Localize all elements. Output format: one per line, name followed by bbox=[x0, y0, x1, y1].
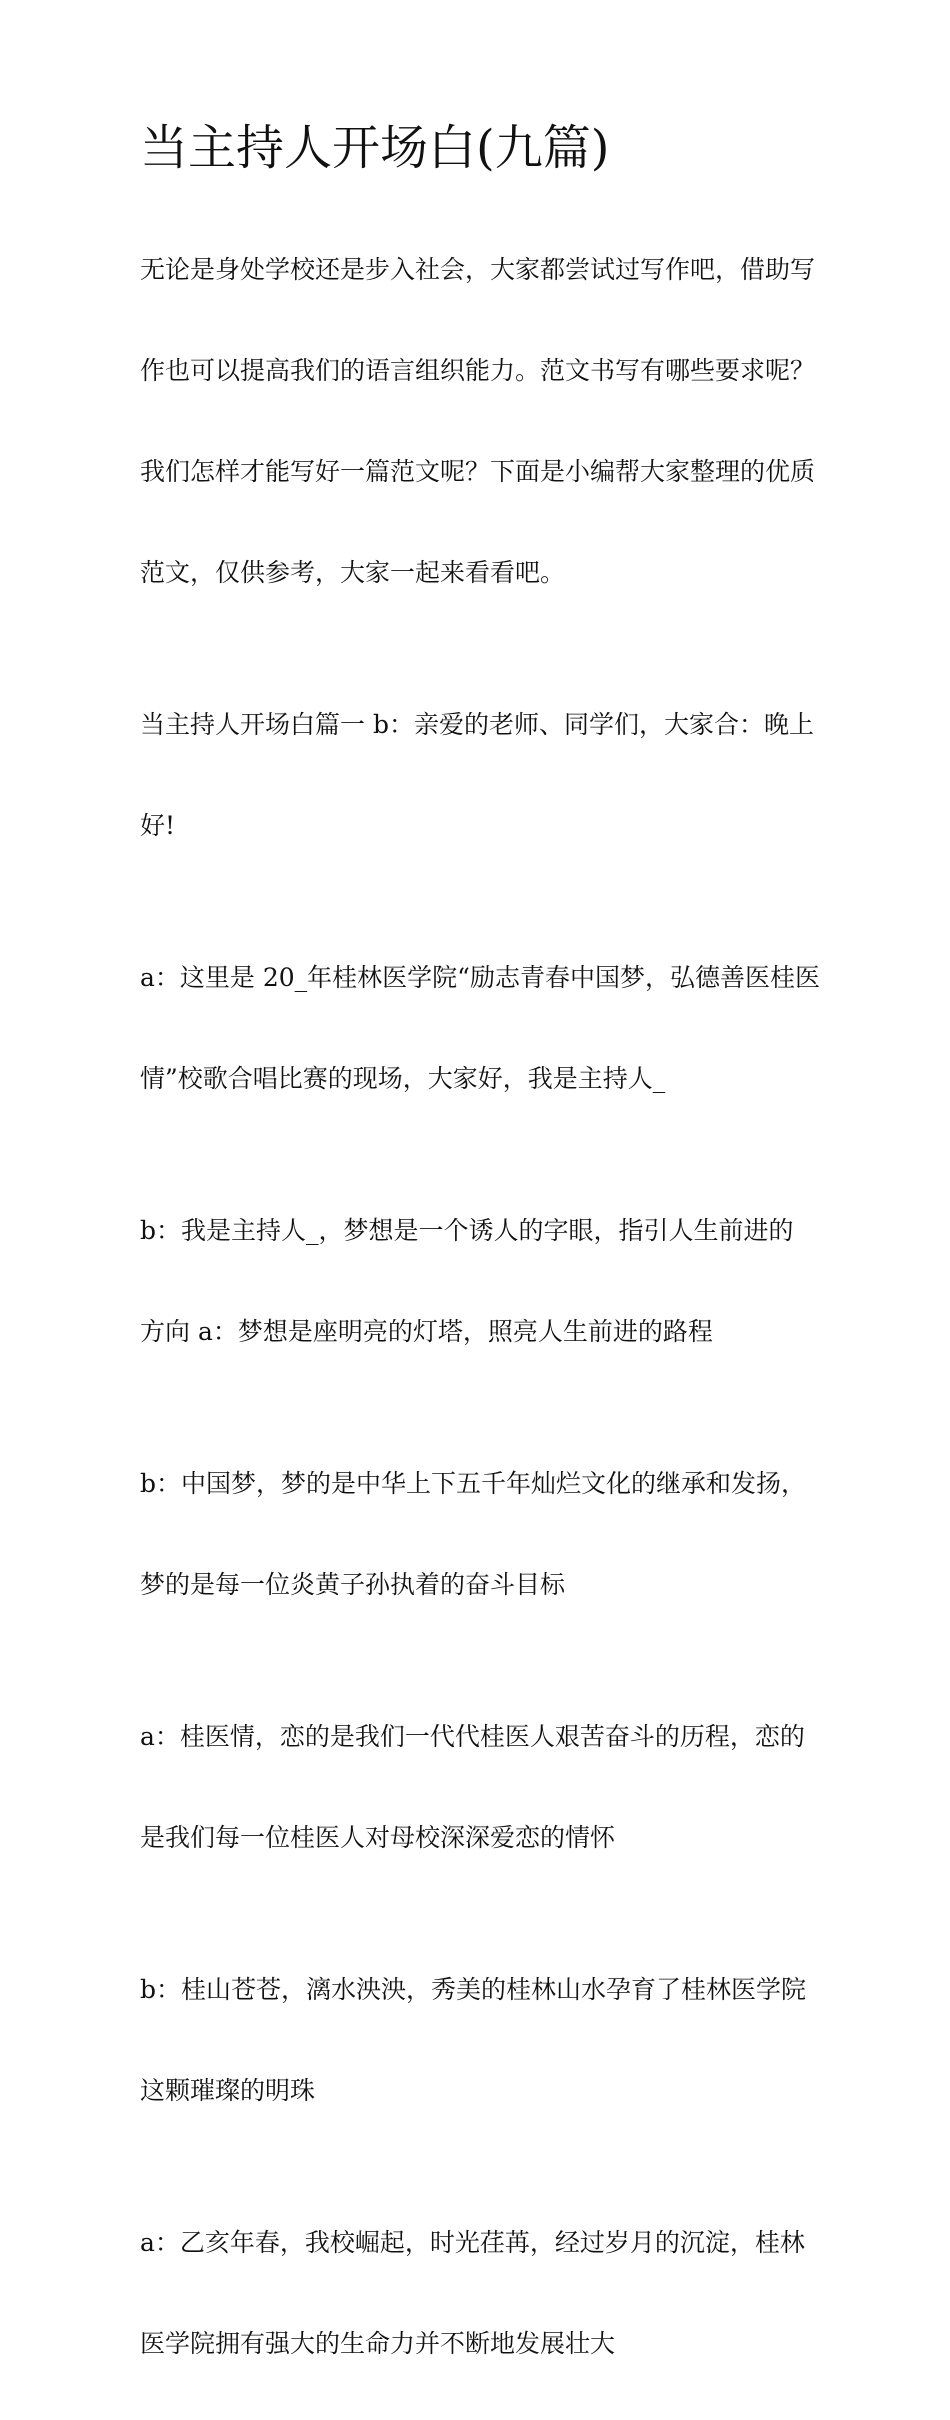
paragraph-line: a：桂医情，恋的是我们一代代桂医人艰苦奋斗的历程，恋的 bbox=[140, 1721, 805, 1751]
paragraph-host-b-1 bbox=[140, 1155, 812, 1408]
paragraph-host-a-2 bbox=[140, 1661, 812, 1914]
paragraph-opening-1 bbox=[140, 649, 812, 902]
document-body bbox=[140, 112, 820, 2420]
paragraph-line: 方向 a：梦想是座明亮的灯塔，照亮人生前进的路程 bbox=[140, 1317, 713, 1347]
paragraph-line: 无论是身处学校还是步入社会，大家都尝试过写作吧，借助写 bbox=[140, 254, 816, 284]
paragraph-line: 情”校歌合唱比赛的现场，大家好，我是主持人_ bbox=[140, 1064, 666, 1094]
paragraph-host-b-2 bbox=[140, 1408, 812, 1661]
document-title: 当主持人开场白(九篇) bbox=[140, 120, 610, 176]
paragraph-line: 作也可以提高我们的语言组织能力。范文书写有哪些要求呢？ bbox=[140, 355, 816, 385]
paragraph-line: 当主持人开场白篇一 b：亲爱的老师、同学们，大家合：晚上 bbox=[140, 709, 814, 739]
paragraph-line: b：我是主持人_，梦想是一个诱人的字眼，指引人生前进的 bbox=[140, 1215, 794, 1245]
paragraph-line: 好! bbox=[140, 811, 176, 841]
paragraph-line: b：桂山苍苍，漓水泱泱，秀美的桂林山水孕育了桂林医学院 bbox=[140, 1974, 807, 2004]
paragraph-line: 范文，仅供参考，大家一起来看看吧。 bbox=[140, 558, 566, 588]
paragraph-line: 这颗璀璨的明珠 bbox=[140, 2075, 316, 2105]
paragraph-host-a-1 bbox=[140, 902, 820, 1155]
paragraph-line: 医学院拥有强大的生命力并不断地发展壮大 bbox=[140, 2328, 616, 2358]
paragraph-line: 梦的是每一位炎黄子孙执着的奋斗目标 bbox=[140, 1570, 566, 1600]
paragraph-line: b：中国梦，梦的是中华上下五千年灿烂文化的继承和发扬， bbox=[140, 1468, 807, 1498]
paragraph-line: a：乙亥年春，我校崛起，时光荏苒，经过岁月的沉淀，桂林 bbox=[140, 2227, 805, 2257]
paragraph-line: 我们怎样才能写好一篇范文呢？下面是小编帮大家整理的优质 bbox=[140, 456, 816, 486]
paragraph-intro bbox=[140, 194, 816, 649]
paragraph-line: a：这里是 20_年桂林医学院“励志青春中国梦，弘德善医桂医 bbox=[140, 962, 820, 992]
paragraph-line: 是我们每一位桂医人对母校深深爱恋的情怀 bbox=[140, 1823, 616, 1852]
paragraph-host-b-3 bbox=[140, 1914, 812, 2167]
paragraph-host-a-3 bbox=[140, 2167, 812, 2420]
